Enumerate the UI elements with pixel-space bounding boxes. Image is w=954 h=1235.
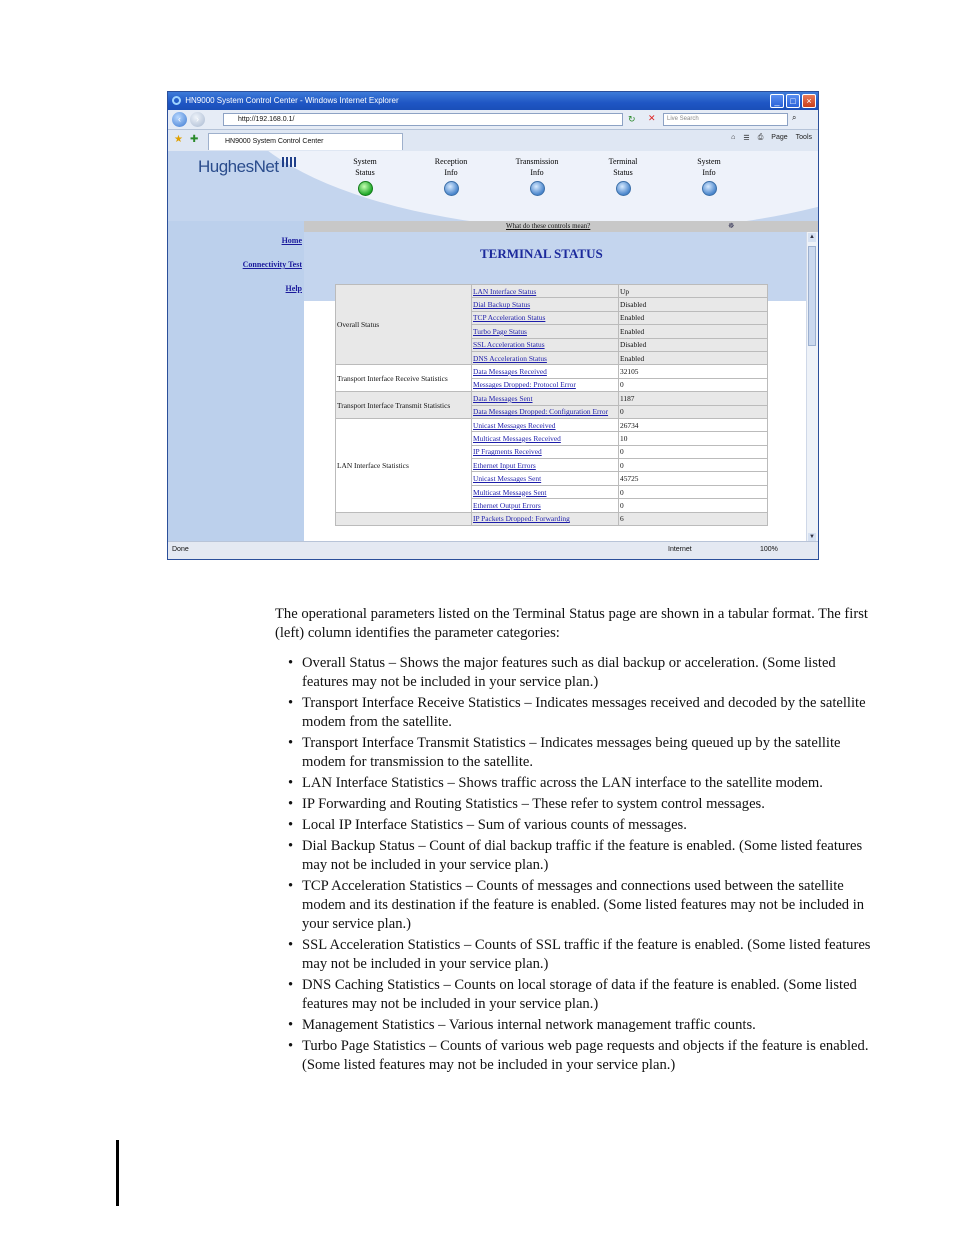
- list-item: • Turbo Page Statistics – Counts of various web page requests and objects if the feature is enabled. (Some listed features may not be included in your service plan.): [288, 1037, 872, 1075]
- status-blue-icon: [616, 181, 631, 196]
- status-blue-icon: [702, 181, 717, 196]
- refresh-icon[interactable]: ↻: [628, 114, 636, 124]
- parameter-link[interactable]: Multicast Messages Sent: [473, 487, 547, 497]
- zoom-level[interactable]: 100%: [760, 546, 778, 553]
- value-cell: Enabled: [619, 311, 768, 324]
- window-controls: [770, 94, 816, 108]
- parameter-cell: [472, 351, 619, 364]
- parameter-link[interactable]: IP Packets Dropped: Forwarding: [473, 514, 570, 524]
- help-link[interactable]: What do these controls mean?: [506, 222, 591, 230]
- list-item: • Management Statistics – Various internal network management traffic counts.: [288, 1016, 872, 1035]
- link-home[interactable]: Home: [281, 236, 302, 245]
- status-blue-icon: [444, 181, 459, 196]
- value-cell: 1187: [619, 392, 768, 405]
- vertical-scrollbar[interactable]: [806, 232, 818, 543]
- nav-transmission-info[interactable]: [502, 156, 572, 196]
- nav-label: Info: [702, 168, 716, 177]
- parameter-cell: [472, 512, 619, 525]
- nav-reception-info[interactable]: [416, 156, 486, 196]
- nav-system-info[interactable]: [674, 156, 744, 196]
- parameter-link[interactable]: TCP Acceleration Status: [473, 313, 546, 323]
- parameter-cell: [472, 298, 619, 311]
- parameter-cell: [472, 365, 619, 378]
- tab-bar: [168, 130, 818, 152]
- search-input[interactable]: Live Search: [663, 113, 788, 126]
- tab-label: HN9000 System Control Center: [225, 138, 324, 145]
- back-arrow-icon[interactable]: ‹: [172, 112, 187, 127]
- table-row: [336, 418, 768, 431]
- parameter-cell: [472, 432, 619, 445]
- nav-label: Info: [530, 168, 544, 177]
- list-item: • Local IP Interface Statistics – Sum of various counts of messages.: [288, 816, 872, 835]
- logo-mark-icon: [282, 157, 296, 167]
- value-cell: 0: [619, 485, 768, 498]
- favorites-star-icon[interactable]: ★: [174, 134, 183, 145]
- parameter-cell: [472, 459, 619, 472]
- page-title: TERMINAL STATUS: [480, 246, 603, 261]
- list-item: • TCP Acceleration Statistics – Counts of messages and connections used between the satellite modem and its destination if the feature is enabled. (Some listed features may not be included in your service plan.): [288, 877, 872, 934]
- parameter-link[interactable]: Data Messages Received: [473, 367, 547, 377]
- parameter-cell: [472, 418, 619, 431]
- value-cell: Disabled: [619, 298, 768, 311]
- nav-label: System: [697, 157, 721, 166]
- list-item: • IP Forwarding and Routing Statistics – These refer to system control messages.: [288, 795, 872, 814]
- close-icon[interactable]: ×: [802, 94, 816, 108]
- margin-rule: [116, 1140, 119, 1206]
- command-bar: [731, 134, 812, 142]
- value-cell: 10: [619, 432, 768, 445]
- status-blue-icon: [530, 181, 545, 196]
- status-green-icon: [358, 181, 373, 196]
- parameter-link[interactable]: Data Messages Sent: [473, 393, 533, 403]
- nav-system-status[interactable]: [330, 156, 400, 196]
- value-cell: Up: [619, 285, 768, 298]
- link-connectivity-test[interactable]: Connectivity Test: [242, 260, 302, 269]
- feeds-icon[interactable]: ☰: [743, 135, 750, 142]
- value-cell: 0: [619, 378, 768, 391]
- scroll-down-icon[interactable]: ▼: [809, 534, 815, 540]
- value-cell: 0: [619, 459, 768, 472]
- scroll-thumb[interactable]: [808, 246, 816, 346]
- table-row: [336, 392, 768, 405]
- forward-arrow-icon[interactable]: ›: [190, 112, 205, 127]
- tools-menu[interactable]: Tools: [795, 134, 812, 141]
- category-cell: Transport Interface Receive Statistics: [336, 365, 472, 392]
- value-cell: 0: [619, 499, 768, 512]
- list-item: • LAN Interface Statistics – Shows traffic across the LAN interface to the satellite modem.: [288, 774, 872, 793]
- category-cell: [336, 512, 472, 525]
- home-icon[interactable]: ⌂: [731, 134, 736, 141]
- parameter-link[interactable]: LAN Interface Status: [473, 286, 537, 296]
- list-item: • DNS Caching Statistics – Counts on local storage of data if the feature is enabled. (Some listed features may not be included in your service plan.): [288, 976, 872, 1014]
- link-help[interactable]: Help: [285, 284, 302, 293]
- add-favorite-icon[interactable]: ✚: [190, 134, 199, 145]
- scroll-up-icon[interactable]: ▲: [809, 234, 815, 240]
- parameter-cell: [472, 285, 619, 298]
- browser-window: [167, 91, 819, 560]
- parameter-link[interactable]: Ethernet Input Errors: [473, 460, 536, 470]
- ie-logo-icon: [172, 96, 181, 105]
- nav-label: Reception: [434, 157, 468, 166]
- nav-label: System: [353, 157, 377, 166]
- parameter-cell: [472, 378, 619, 391]
- value-cell: Enabled: [619, 351, 768, 364]
- url-input[interactable]: http://192.168.0.1/: [223, 113, 623, 126]
- tab-hn9000[interactable]: [208, 133, 403, 150]
- logo-text: HughesNet: [198, 157, 279, 176]
- address-bar: [168, 110, 818, 130]
- category-cell: LAN Interface Statistics: [336, 418, 472, 512]
- parameter-cell: [472, 445, 619, 458]
- value-cell: Enabled: [619, 325, 768, 338]
- category-list: [288, 654, 872, 1077]
- parameter-cell: [472, 485, 619, 498]
- parameter-link[interactable]: Messages Dropped: Protocol Error: [473, 380, 576, 390]
- parameter-link[interactable]: Turbo Page Status: [473, 326, 527, 336]
- parameter-link[interactable]: Dial Backup Status: [473, 300, 531, 310]
- table-row: [336, 512, 768, 525]
- magnifier-icon[interactable]: ⌕: [792, 113, 797, 122]
- parameter-cell: [472, 499, 619, 512]
- parameter-cell: [472, 311, 619, 324]
- nav-label: Status: [355, 168, 375, 177]
- list-item: • Overall Status – Shows the major features such as dial backup or acceleration. (Some listed features may not be included in your service plan.): [288, 654, 872, 692]
- parameter-cell: [472, 325, 619, 338]
- page-menu[interactable]: Page: [771, 134, 788, 141]
- nav-label: Info: [444, 168, 458, 177]
- window-title: HN9000 System Control Center - Windows Internet Explorer: [185, 96, 399, 105]
- web-page: [168, 151, 818, 543]
- intro-paragraph: The operational parameters listed on the Terminal Status page are shown in a tabular format. The first (left) column identifies the parameter categories:: [275, 606, 868, 641]
- table-row: [336, 285, 768, 298]
- stop-icon[interactable]: ✕: [648, 113, 656, 123]
- list-item: • Transport Interface Receive Statistics – Indicates messages received and decoded by the satellite modem from the satellite.: [288, 694, 872, 732]
- value-cell: 6: [619, 512, 768, 525]
- parameter-link[interactable]: Multicast Messages Received: [473, 433, 561, 443]
- parameter-link[interactable]: SSL Acceleration Status: [473, 340, 545, 350]
- list-item: • SSL Acceleration Statistics – Counts of SSL traffic if the feature is enabled. (Some listed features may not be included in your service plan.): [288, 936, 872, 974]
- parameter-cell: [472, 338, 619, 351]
- parameter-link[interactable]: IP Fragments Received: [473, 447, 542, 457]
- nav-terminal-status[interactable]: [588, 156, 658, 196]
- category-cell: Overall Status: [336, 285, 472, 365]
- value-cell: 26734: [619, 418, 768, 431]
- security-zone: Internet: [668, 546, 692, 553]
- printer-icon[interactable]: ⎙: [757, 134, 764, 141]
- value-cell: 0: [619, 405, 768, 418]
- parameter-cell: [472, 472, 619, 485]
- list-item: • Dial Backup Status – Count of dial backup traffic if the feature is enabled. (Some listed features may not be included in your service plan.): [288, 837, 872, 875]
- value-cell: 45725: [619, 472, 768, 485]
- parameter-link[interactable]: Ethernet Output Errors: [473, 500, 541, 510]
- value-cell: 32105: [619, 365, 768, 378]
- parameter-cell: [472, 405, 619, 418]
- parameter-link[interactable]: Data Messages Dropped: Configuration Error: [473, 407, 609, 417]
- value-cell: Disabled: [619, 338, 768, 351]
- value-cell: 0: [619, 445, 768, 458]
- status-text: Done: [172, 546, 189, 553]
- maximize-icon[interactable]: □: [786, 94, 800, 108]
- parameter-link[interactable]: DNS Acceleration Status: [473, 353, 547, 363]
- sidebar: [168, 221, 304, 543]
- minimize-icon[interactable]: _: [770, 94, 784, 108]
- terminal-status-table: [335, 284, 768, 526]
- category-cell: Transport Interface Transmit Statistics: [336, 392, 472, 419]
- list-item: • Transport Interface Transmit Statistics – Indicates messages being queued up by the satellite modem for transmission to the satellite.: [288, 734, 872, 772]
- nav-label: Transmission: [515, 157, 559, 166]
- parameter-link[interactable]: Unicast Messages Received: [473, 420, 556, 430]
- nav-label: Status: [613, 168, 633, 177]
- table-row: [336, 365, 768, 378]
- parameter-cell: [472, 392, 619, 405]
- parameter-link[interactable]: Unicast Messages Sent: [473, 474, 542, 484]
- help-bar: [304, 221, 818, 232]
- status-bar: [168, 541, 818, 559]
- nav-label: Terminal: [608, 157, 638, 166]
- window-titlebar: [168, 92, 818, 110]
- hughesnet-logo: [198, 157, 296, 177]
- help-icon[interactable]: ☸: [728, 222, 735, 230]
